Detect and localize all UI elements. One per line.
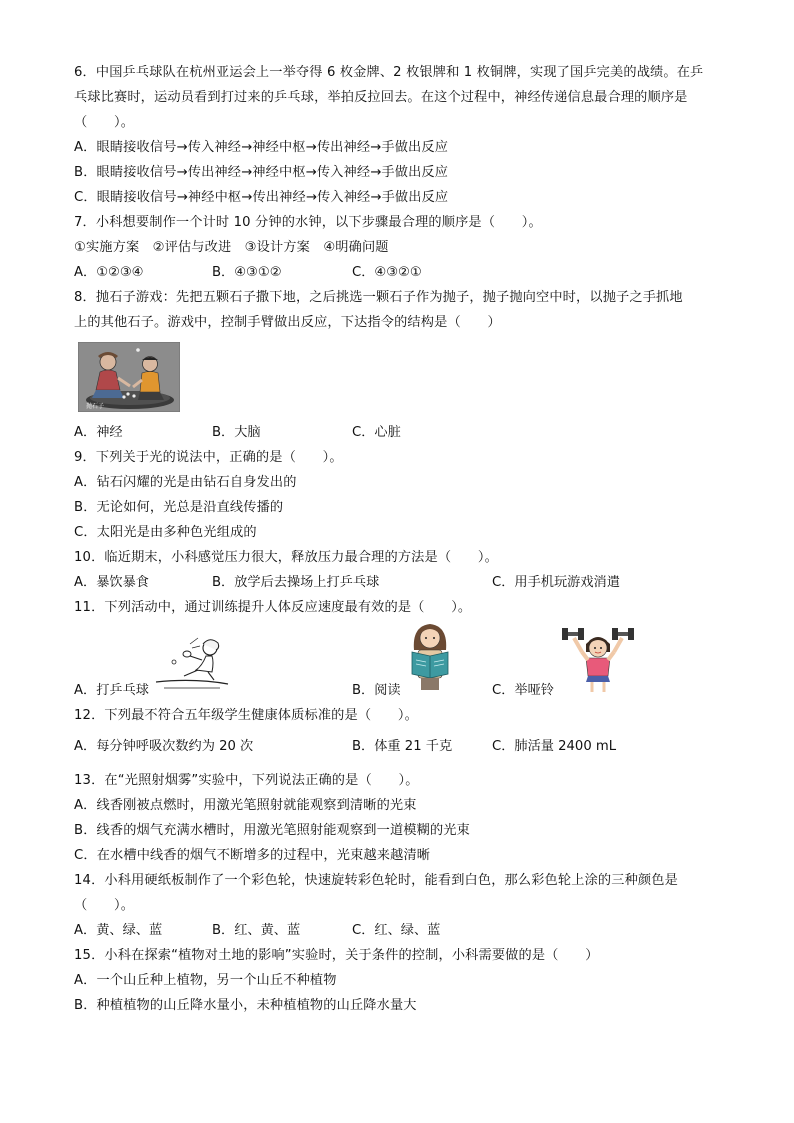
q11-option-a: A．打乒乓球 bbox=[74, 683, 149, 698]
q15-option-b: B．种植植物的山丘降水量小，未种植植物的山丘降水量大 bbox=[74, 998, 417, 1013]
q14-stem-line2: （ ）。 bbox=[74, 898, 135, 913]
ping-pong-girl-image bbox=[154, 632, 230, 694]
q10-option-c: C．用手机玩游戏消遣 bbox=[492, 575, 620, 590]
q9-option-c: C．太阳光是由多种色光组成的 bbox=[74, 525, 257, 540]
q8-option-c: C．心脏 bbox=[352, 425, 401, 440]
q14-option-b: B．红、黄、蓝 bbox=[212, 923, 301, 938]
q6-stem-line3: （ ）。 bbox=[74, 115, 135, 130]
q8-stem-line1: 8．抛石子游戏：先把五颗石子撒下地，之后挑选一颗石子作为抛子，抛子抛向空中时，以抛子之手抓地 bbox=[74, 290, 683, 305]
q7-steps: ①实施方案 ②评估与改进 ③设计方案 ④明确问题 bbox=[74, 240, 389, 255]
q13-option-c: C．在水槽中线香的烟气不断增多的过程中，光束越来越清晰 bbox=[74, 848, 431, 863]
q11-option-b: B．阅读 bbox=[352, 683, 401, 698]
stone-game-image bbox=[78, 342, 180, 412]
dumbbell-girl-image bbox=[558, 624, 638, 694]
reading-girl-image bbox=[408, 620, 452, 692]
q8-option-a: A．神经 bbox=[74, 425, 123, 440]
q6-option-b: B．眼睛接收信号→传出神经→神经中枢→传入神经→手做出反应 bbox=[74, 165, 449, 180]
q13-option-b: B．线香的烟气充满水槽时，用激光笔照射能观察到一道模糊的光束 bbox=[74, 823, 470, 838]
q9-stem: 9．下列关于光的说法中，正确的是（ ）。 bbox=[74, 450, 343, 465]
q7-stem: 7．小科想要制作一个计时 10 分钟的水钟，以下步骤最合理的顺序是（ ）。 bbox=[74, 215, 542, 230]
q6-stem-line1: 6．中国乒乓球队在杭州亚运会上一举夺得 6 枚金牌、2 枚银牌和 1 枚铜牌，实现了国乒完美的战绩。在乒 bbox=[74, 65, 704, 80]
q7-option-b: B．④③①② bbox=[212, 265, 282, 280]
q13-option-a: A．线香刚被点燃时，用激光笔照射就能观察到清晰的光束 bbox=[74, 798, 417, 813]
q10-option-b: B．放学后去操场上打乒乓球 bbox=[212, 575, 380, 590]
q13-stem: 13．在“光照射烟雾”实验中，下列说法正确的是（ ）。 bbox=[74, 773, 419, 788]
q14-stem-line1: 14．小科用硬纸板制作了一个彩色轮，快速旋转彩色轮时，能看到白色，那么彩色轮上涂的三种颜色是 bbox=[74, 873, 678, 888]
ping-pong-illustration bbox=[154, 632, 230, 694]
stone-game-caption: 抛石子 bbox=[86, 403, 105, 410]
q12-option-a: A．每分钟呼吸次数约为 20 次 bbox=[74, 739, 254, 754]
q8-stem-line2: 上的其他石子。游戏中，控制手臂做出反应，下达指令的结构是（ ） bbox=[74, 315, 501, 330]
reading-illustration bbox=[408, 620, 452, 692]
q15-stem: 15．小科在探索“植物对土地的影响”实验时，关于条件的控制，小科需要做的是（ ） bbox=[74, 948, 599, 963]
q6-option-c: C．眼睛接收信号→神经中枢→传出神经→传入神经→手做出反应 bbox=[74, 190, 449, 205]
q14-option-a: A．黄、绿、蓝 bbox=[74, 923, 163, 938]
dumbbell-illustration bbox=[558, 624, 638, 694]
q7-option-c: C．④③②① bbox=[352, 265, 422, 280]
q14-option-c: C．红、绿、蓝 bbox=[352, 923, 441, 938]
stone-game-illustration bbox=[78, 342, 180, 412]
q10-stem: 10．临近期末，小科感觉压力很大，释放压力最合理的方法是（ ）。 bbox=[74, 550, 498, 565]
q12-option-b: B．体重 21 千克 bbox=[352, 739, 453, 754]
q12-option-c: C．肺活量 2400 mL bbox=[492, 739, 617, 754]
q11-stem: 11．下列活动中，通过训练提升人体反应速度最有效的是（ ）。 bbox=[74, 600, 472, 615]
q6-option-a: A．眼睛接收信号→传入神经→神经中枢→传出神经→手做出反应 bbox=[74, 140, 449, 155]
q12-stem: 12．下列最不符合五年级学生健康体质标准的是（ ）。 bbox=[74, 708, 418, 723]
q15-option-a: A．一个山丘种上植物，另一个山丘不种植物 bbox=[74, 973, 337, 988]
q7-option-a: A．①②③④ bbox=[74, 265, 144, 280]
q11-option-c: C．举哑铃 bbox=[492, 683, 554, 698]
q10-option-a: A．暴饮暴食 bbox=[74, 575, 149, 590]
q8-option-b: B．大脑 bbox=[212, 425, 261, 440]
q6-stem-line2: 乓球比赛时，运动员看到打过来的乒乓球，举拍反拉回去。在这个过程中，神经传递信息最合理的顺序是 bbox=[74, 90, 688, 105]
q9-option-b: B．无论如何，光总是沿直线传播的 bbox=[74, 500, 284, 515]
q9-option-a: A．钻石闪耀的光是由钻石自身发出的 bbox=[74, 475, 297, 490]
